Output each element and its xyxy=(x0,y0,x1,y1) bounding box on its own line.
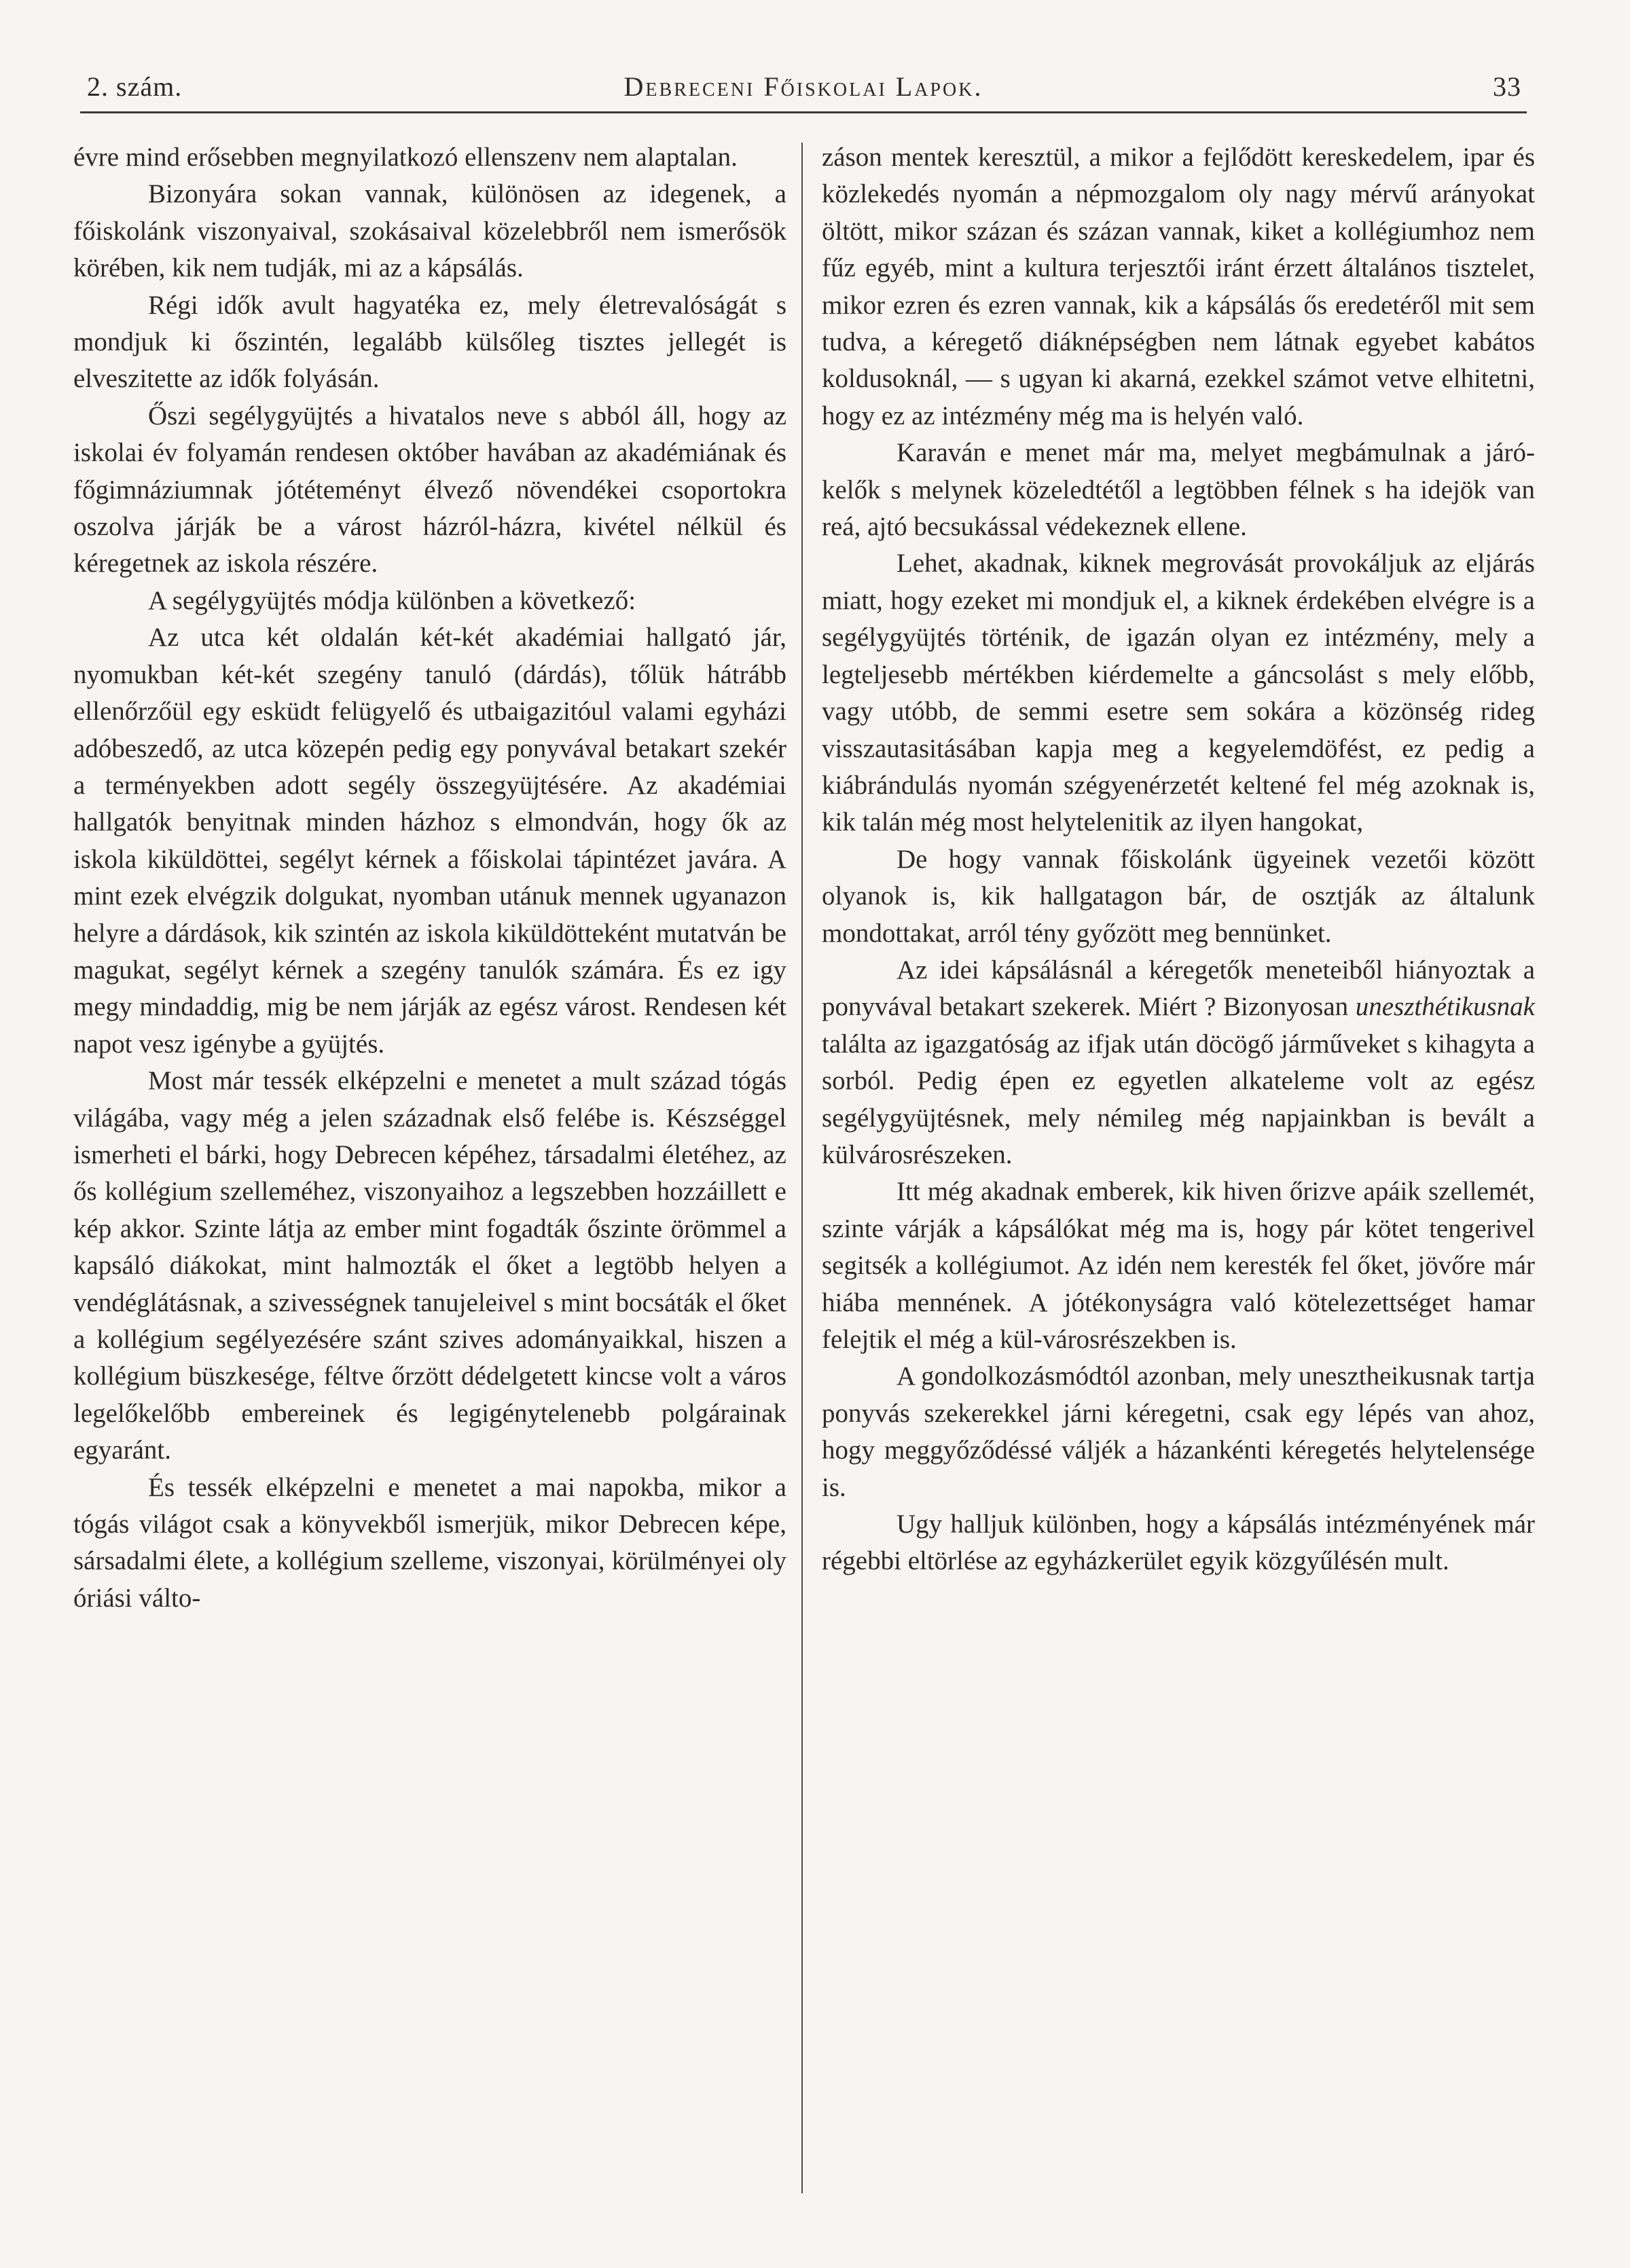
left-column xyxy=(73,139,786,1617)
paragraph-text: Az idei kápsálásnál a kéregetők meneteiből hiányoztak a ponyvával betakart szekerek. Miért ? Bizonyosan xyxy=(822,955,1535,1022)
paragraph: Az utca két oldalán két-két akadémiai hallgató jár, nyomukban két-két szegény tanuló (dárdás), tőlük hátrább ellenőrzőül egy esküdt felügyelő és utbaigazitóul valami egyházi adóbeszedő, az utca közepén pedig egy ponyvával betakart szekér a terményekben adott segély összegyüjtésére. Az akadémiai hallgatók benyitnak minden házhoz s elmondván, hogy ők az iskola kiküldöttei, segélyt kérnek a főiskolai tápintézet javára. A mint ezek elvégzik dolgukat, nyomban utánuk mennek ugyanazon helyre a dárdások, kik szintén az iskola kiküldötteként mutatván be magukat, segélyt kérnek a szegény tanulók számára. És ez igy megy mindaddig, mig be nem járják az egész várost. Rendesen két napot vesz igénybe a gyüjtés. xyxy=(73,623,786,1059)
paragraph: A segélygyüjtés módja különben a következő: xyxy=(148,585,636,615)
paragraph xyxy=(822,952,1535,1173)
paragraph: A gondolkozásmódtól azonban, mely unesztheikusnak tartja ponyvás szekerekkel járni kéregetni, csak egy lépés van ahoz, hogy meggyőződéssé váljék a házankénti kéregetés helytelensége is. xyxy=(822,1361,1535,1502)
paragraph: Bizonyára sokan vannak, különösen az idegenek, a főiskolánk viszonyaival, szokásaival közelebbről nem ismerősök körében, kik nem tudják, mi az a kápsálás. xyxy=(73,179,786,283)
paragraph: Őszi segélygyüjtés a hivatalos neve s abból áll, hogy az iskolai év folyamán rendesen október havában az akadémiának és főgimnáziumnak jótéteményt élvező növendékei csoportokra oszolva járják be a várost házról-házra, kivétel nélkül és kéregetnek az iskola részére. xyxy=(73,401,786,579)
paragraph: Régi idők avult hagyatéka ez, mely életrevalóságát s mondjuk ki őszintén, legalább külsőleg tisztes jellegét is elveszitette az idők folyásán. xyxy=(73,290,786,394)
paragraph: Karaván e menet már ma, melyet megbámulnak a járó-kelők s melynek közeledtétől a legtöbben félnek s ha idejök van reá, ajtó becsukással védekeznek ellene. xyxy=(822,438,1535,542)
paragraph: záson mentek keresztül, a mikor a fejlődött kereskedelem, ipar és közlekedés nyomán a népmozgalom oly nagy mérvű arányokat öltött, mikor százan és százan vannak, kiket a kollégiumhoz nem fűz egyéb, mint a kultura terjesztői iránt érzett általános tisztelet, mikor ezren és ezren vannak, kik a kápsálás ős eredetéről mit sem tudva, a kéregető diáknépségben nem látnak egyebet kabátos koldusoknál, — s ugyan ki akarná, ezekkel számot vetve elhitetni, hogy ez az intézmény még ma is helyén való. xyxy=(822,143,1535,431)
page-header xyxy=(80,68,1527,113)
right-column xyxy=(822,139,1535,1580)
paragraph: Most már tessék elképzelni e menetet a mult század tógás világába, vagy még a jelen századnak első felébe is. Készséggel ismerheti el bárki, hogy Debrecen képéhez, társadalmi életéhez, az ős kollégium szelleméhez, viszonyaihoz a legszebben hozzáillett e kép akkor. Szinte látja az ember mint fogadták őszinte örömmel a kapsáló diákokat, mint halmozták el őket a legtöbb helyen a vendéglátásnak, a szivességnek tanujeleivel s mint bocsáták el őket a kollégium segélyezésére szánt szives adományaikkal, hiszen a kollégium büszkesége, féltve őrzött dédelgetett kincse volt a város legelőkelőbb embereinek és legigénytelenebb polgárainak egyaránt. xyxy=(73,1066,786,1465)
paragraph: De hogy vannak főiskolánk ügyeinek vezetői között olyanok is, kik hallgatagon bár, de osztják az általunk mondottakat, arról tény győzött meg bennünket. xyxy=(822,844,1535,948)
paragraph-text: találta az igazgatóság az ifjak után döcögő járműveket s kihagyta a sorból. Pedig épen ez egyetlen alkateleme volt az egész segélygyüjtésnek, mely némileg még napjainkban is bevált a külvárosrészeken. xyxy=(822,1029,1535,1169)
column-divider xyxy=(801,143,803,2193)
page-number: 33 xyxy=(1493,71,1521,102)
paragraph: Lehet, akadnak, kiknek megrovását provokáljuk az eljárás miatt, hogy ezeket mi mondjuk el, a kiknek érdekében elvégre is a segélygyüjtés történik, de igazán olyan ez intézmény, mely a legteljesebb mértékben kiérdemelte a gáncsolást s mely előbb, vagy utóbb, de semmi esetre sem sokára a közönség rideg visszautasitásában kapja meg a kegyelemdöfést, ez pedig a kiábrándulás nyomán szégyenérzetét keltené fel még azoknak is, kik talán még most helytelenitik az ilyen hangokat, xyxy=(822,549,1535,837)
italic-term: uneszthétikusnak xyxy=(1355,992,1535,1022)
paragraph: És tessék elképzelni e menetet a mai napokba, mikor a tógás világot csak a könyvekből ismerjük, mikor Debrecen képe, sársadalmi élete, a kollégium szelleme, viszonyai, körülményei oly óriási válto- xyxy=(73,1472,786,1613)
paragraph: Itt még akadnak emberek, kik hiven őrizve apáik szellemét, szinte várják a kápsálókat még ma is, hogy pár kötet tengerivel segitsék a kollégiumot. Az idén nem keresték fel őket, jövőre már hiába mennének. A jótékonyságra való kötelezettséget hamar felejtik el még a kül-városrészekben is. xyxy=(822,1177,1535,1354)
issue-number: 2. szám. xyxy=(87,71,183,102)
paragraph: Ugy halljuk különben, hogy a kápsálás intézményének már régebbi eltörlése az egyházkerület egyik közgyűlésén mult. xyxy=(822,1510,1535,1576)
paragraph: évre mind erősebben megnyilatkozó ellenszenv nem alaptalan. xyxy=(73,143,738,172)
journal-title: Debreceni Főiskolai Lapok. xyxy=(623,71,983,102)
